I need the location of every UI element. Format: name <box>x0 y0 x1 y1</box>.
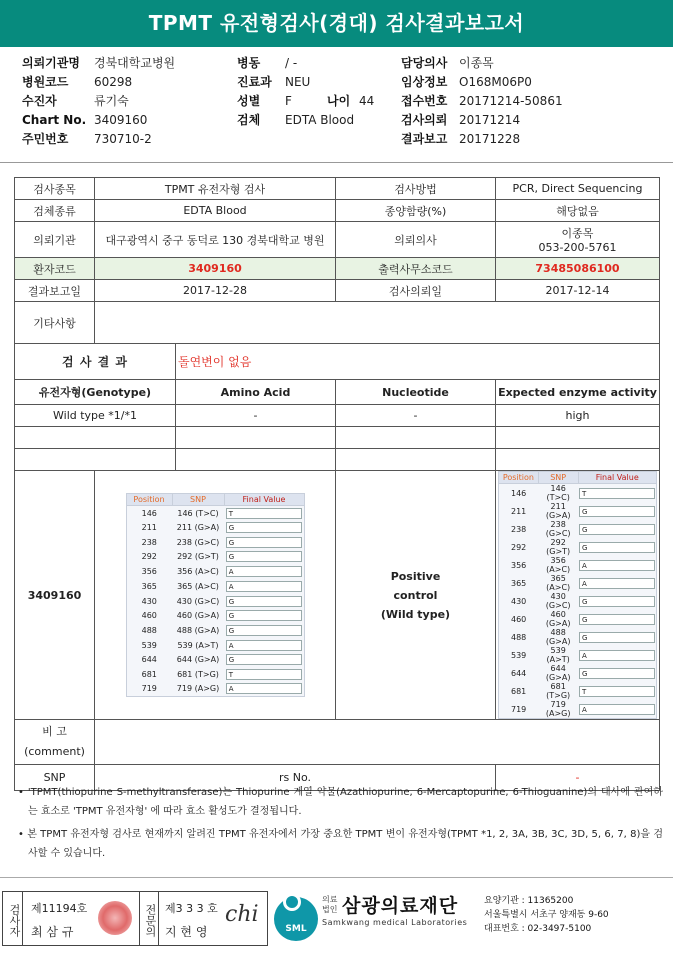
snp-position-cell: 238 <box>511 524 527 534</box>
snp-final-value-cell <box>224 682 304 697</box>
snp-final-value-cell <box>224 638 304 653</box>
age-value: 44 <box>359 94 375 108</box>
final-value-field: A <box>226 581 302 592</box>
test-item-label: 검사종목 <box>15 178 95 200</box>
result-label: 검 사 결 과 <box>15 344 176 380</box>
header-col1 <box>22 54 175 149</box>
final-value-field: A <box>579 560 655 571</box>
note-test-scope: • 본 TPMT 유전자형 검사로 현재까지 알려진 TPMT 유전자에서 가장 중요한 TPMT 변이 유전자형(TPMT *1, 2, 3A, 3B, 3C, 3D, 5, 6, 7, 8)을 검사할 수 있습니다. <box>18 829 663 859</box>
explanatory-notes <box>18 783 663 867</box>
other-notes-value <box>95 302 660 344</box>
snp-final-value-cell <box>224 652 304 667</box>
specimen-label: 검체 <box>237 113 261 127</box>
org-english-name: Samkwang medical Laboratories <box>322 918 468 927</box>
snp-position-cell: 365 <box>141 581 157 591</box>
snp-row <box>126 564 304 579</box>
org-contact <box>484 894 609 936</box>
snp-position-cell: 719 <box>511 704 527 714</box>
report-value: 20171228 <box>459 132 521 146</box>
final-value-field: G <box>226 610 302 621</box>
sml-logo-icon: SML <box>274 897 318 941</box>
position-header: Position <box>126 494 172 506</box>
final-value-field: G <box>579 596 655 607</box>
clinical-info-value: O168M06P0 <box>459 75 532 89</box>
snp-row <box>499 664 657 682</box>
remarks-label-ko: 비 고 <box>42 725 67 738</box>
snp-change-cell: 238 (G>C) <box>176 537 220 547</box>
final-value-field: G <box>579 614 655 625</box>
snp-row <box>126 623 304 638</box>
tumor-content-label: 종양함량(%) <box>336 200 496 222</box>
enzyme-activity-header: Expected enzyme activity <box>496 380 660 405</box>
control-label-3: (Wild type) <box>380 607 451 621</box>
final-value-field: A <box>226 566 302 577</box>
hospital-code-label: 병원코드 <box>22 75 69 89</box>
enzyme-activity-cell: high <box>496 405 660 427</box>
snp-position-cell: 430 <box>141 596 157 606</box>
final-value-field: T <box>579 686 655 697</box>
snp-position-cell: 146 <box>141 508 157 518</box>
request-date-label: 검사의뢰일 <box>336 280 496 302</box>
remarks-label-en: (comment) <box>24 745 85 758</box>
snp-position-cell: 644 <box>511 668 527 678</box>
final-value-field: G <box>226 551 302 562</box>
snp-position-cell: 211 <box>141 523 157 533</box>
snp-position-cell: 681 <box>141 669 157 679</box>
final-value-field: T <box>579 488 655 499</box>
report-title: TPMT 유전형검사(경대) 검사결과보고서 <box>0 0 673 47</box>
snp-row <box>499 574 657 592</box>
genotype-cell <box>15 427 176 449</box>
org-phone: 대표번호 : 02-3497-5100 <box>484 924 592 934</box>
org-type-line2: 법인 <box>322 905 338 914</box>
office-code-value: 73485086100 <box>496 258 660 280</box>
snp-position-cell: 292 <box>511 542 527 552</box>
snp-row <box>126 652 304 667</box>
org-type-line1: 의료 <box>322 895 338 904</box>
snp-row <box>499 646 657 664</box>
snp-row <box>499 592 657 610</box>
final-value-field: A <box>226 683 302 694</box>
snp-row <box>126 579 304 594</box>
final-value-field: T <box>226 669 302 680</box>
control-snp-table <box>498 471 657 719</box>
snp-final-value-cell <box>224 535 304 550</box>
result-table <box>14 177 660 791</box>
snp-change-cell: 365 (A>C) <box>546 574 571 592</box>
ward-label: 병동 <box>237 56 261 70</box>
final-value-field: G <box>579 542 655 553</box>
snp-final-value-cell <box>224 506 304 521</box>
attending-value: 이종목 <box>459 56 494 70</box>
snp-change-cell: 211 (G>A) <box>545 502 571 520</box>
sample-snp-table <box>126 493 305 697</box>
snp-row <box>499 610 657 628</box>
header-col3 <box>401 54 563 149</box>
sample-id-cell: 3409160 <box>15 471 95 720</box>
report-label: 결과보고 <box>401 132 448 146</box>
snp-header: SNP <box>538 472 578 484</box>
final-value-field: G <box>579 668 655 679</box>
clinical-info-label: 임상정보 <box>401 75 448 89</box>
method-label: 검사방법 <box>336 178 496 200</box>
control-label-1: Positive <box>390 569 441 583</box>
report-date-label: 결과보고일 <box>15 280 95 302</box>
resident-no-label: 주민번호 <box>22 132 69 146</box>
office-code-label: 출력사무소코드 <box>336 258 496 280</box>
snp-position-cell: 460 <box>511 614 527 624</box>
snp-change-cell: 539 (A>T) <box>546 646 570 664</box>
snp-final-value-cell <box>578 592 656 610</box>
snp-final-value-cell <box>224 608 304 623</box>
snp-change-cell: 356 (A>C) <box>546 556 571 574</box>
snp-change-cell: 146 (T>C) <box>546 484 570 502</box>
genotype-cell <box>15 449 176 471</box>
amino-acid-cell: - <box>176 405 336 427</box>
rs-no-value: - <box>496 765 660 791</box>
amino-acid-cell <box>176 449 336 471</box>
sml-logo-dot-icon <box>283 893 301 911</box>
snp-row <box>126 594 304 609</box>
enzyme-activity-cell <box>496 427 660 449</box>
snp-change-cell: 292 (G>T) <box>546 538 571 556</box>
specimen-type-value: EDTA Blood <box>95 200 336 222</box>
examiner-seal-icon <box>98 901 132 935</box>
snp-change-cell: 644 (G>A) <box>545 664 571 682</box>
rs-no-label: rs No. <box>95 765 496 791</box>
request-value: 20171214 <box>459 113 521 127</box>
snp-final-value-cell <box>224 520 304 535</box>
genotype-header: 유전자형(Genotype) <box>15 380 176 405</box>
snp-final-value-cell <box>224 667 304 682</box>
snp-row <box>499 484 657 503</box>
snp-position-cell: 681 <box>511 686 527 696</box>
final-value-field: G <box>226 654 302 665</box>
control-snp-panel <box>496 471 660 720</box>
examiner-name: 최 삼 규 <box>31 925 74 939</box>
snp-position-cell: 539 <box>141 640 157 650</box>
snp-row <box>126 682 304 697</box>
snp-final-value-cell <box>578 700 656 719</box>
footer-divider <box>0 877 673 878</box>
snp-label: SNP <box>15 765 95 791</box>
patient-code-value: 3409160 <box>95 258 336 280</box>
snp-change-cell: 356 (A>C) <box>177 567 219 577</box>
sample-snp-panel <box>95 471 336 720</box>
snp-change-cell: 488 (G>A) <box>176 625 220 635</box>
positive-control-cell <box>336 471 496 720</box>
snp-row <box>499 520 657 538</box>
snp-position-cell: 719 <box>141 684 157 694</box>
snp-final-value-cell <box>224 579 304 594</box>
final-value-field: G <box>226 537 302 548</box>
final-value-header: Final Value <box>578 472 656 484</box>
snp-final-value-cell <box>578 682 656 700</box>
department-label: 진료과 <box>237 75 272 89</box>
snp-row <box>126 638 304 653</box>
final-value-field: T <box>226 508 302 519</box>
final-value-header: Final Value <box>224 494 304 506</box>
snp-final-value-cell <box>578 520 656 538</box>
snp-position-cell: 430 <box>511 596 527 606</box>
snp-row <box>499 502 657 520</box>
snp-change-cell: 539 (A>T) <box>177 640 219 650</box>
snp-final-value-cell <box>224 623 304 638</box>
remarks-label <box>15 720 95 765</box>
amino-acid-header: Amino Acid <box>176 380 336 405</box>
org-name: 삼광의료재단 <box>342 895 459 917</box>
snp-final-value-cell <box>578 646 656 664</box>
snp-row <box>126 667 304 682</box>
snp-position-cell: 488 <box>141 625 157 635</box>
request-institution-value: 대구광역시 중구 동덕로 130 경북대학교 병원 <box>95 222 336 258</box>
result-value: 돌연변이 없음 <box>176 344 660 380</box>
remarks-value <box>95 720 660 765</box>
tumor-content-value: 해당없음 <box>496 200 660 222</box>
receipt-no-value: 20171214-50861 <box>459 94 563 108</box>
org-code: 요양기관 : 11365200 <box>484 896 574 906</box>
snp-position-cell: 488 <box>511 632 527 642</box>
snp-change-cell: 644 (G>A) <box>176 655 220 665</box>
specialist-signature: chi <box>225 902 259 927</box>
snp-position-cell: 539 <box>511 650 527 660</box>
request-institution-label: 의뢰기관 <box>15 222 95 258</box>
snp-final-value-cell <box>578 556 656 574</box>
snp-change-cell: 365 (A>C) <box>177 581 219 591</box>
table-row <box>15 449 660 471</box>
snp-change-cell: 719 (A>G) <box>176 684 220 694</box>
snp-row <box>499 556 657 574</box>
table-row <box>15 427 660 449</box>
note-tpmt-definition: • 'TPMT(thiopurine S-methyltransferase)는 Thiopurine 계열 약물(Azathiopurine, 6-Mercaptopurine, 6-Thioguanine)의 대사에 관여하는 효소로 'TPMT 유전자형' 에 따라 효소 활성도가 결정됩니다. <box>18 787 663 817</box>
snp-final-value-cell <box>578 664 656 682</box>
final-value-field: G <box>579 632 655 643</box>
control-label-2: control <box>393 588 438 602</box>
snp-change-cell: 460 (G>A) <box>545 610 571 628</box>
header-divider <box>0 162 673 163</box>
patient-value: 류기숙 <box>94 94 129 108</box>
snp-position-cell: 238 <box>141 537 157 547</box>
org-type <box>322 895 337 915</box>
other-notes-label: 기타사항 <box>15 302 95 344</box>
header-col2 <box>237 54 374 130</box>
final-value-field: G <box>579 506 655 517</box>
snp-row <box>126 608 304 623</box>
snp-final-value-cell <box>578 610 656 628</box>
test-item-value: TPMT 유전자형 검사 <box>95 178 336 200</box>
doctor-phone: 053-200-5761 <box>538 241 617 254</box>
snp-final-value-cell <box>578 502 656 520</box>
snp-final-value-cell <box>578 484 656 503</box>
snp-change-cell: 681 (T>G) <box>177 669 219 679</box>
nucleotide-cell: - <box>336 405 496 427</box>
specimen-value: EDTA Blood <box>285 113 355 127</box>
doctor-name: 이종목 <box>561 227 594 240</box>
nucleotide-cell <box>336 427 496 449</box>
snp-position-cell: 211 <box>511 506 527 516</box>
snp-change-cell: 211 (G>A) <box>176 523 220 533</box>
snp-change-cell: 430 (G>C) <box>176 596 220 606</box>
snp-row <box>499 628 657 646</box>
snp-change-cell: 430 (G>C) <box>545 592 571 610</box>
resident-no-value: 730710-2 <box>94 132 152 146</box>
org-address: 서울특별시 서초구 양재동 9-60 <box>484 910 609 920</box>
snp-final-value-cell <box>224 594 304 609</box>
report-date-value: 2017-12-28 <box>95 280 336 302</box>
final-value-field: G <box>226 522 302 533</box>
snp-position-cell: 365 <box>511 578 527 588</box>
chart-no-label: Chart No. <box>22 113 87 127</box>
final-value-field: A <box>579 704 655 715</box>
age-label: 나이 <box>327 94 351 108</box>
snp-row <box>499 682 657 700</box>
signature-box <box>2 891 268 946</box>
amino-acid-cell <box>176 427 336 449</box>
method-value: PCR, Direct Sequencing <box>496 178 660 200</box>
snp-position-cell: 460 <box>141 611 157 621</box>
snp-change-cell: 488 (G>A) <box>545 628 571 646</box>
snp-change-cell: 681 (T>G) <box>546 682 571 700</box>
institution-value: 경북대학교병원 <box>94 56 176 70</box>
examiner-license-no: 제11194호 <box>31 902 88 915</box>
final-value-field: A <box>226 640 302 651</box>
final-value-field: G <box>226 625 302 636</box>
snp-row <box>126 506 304 521</box>
snp-position-cell: 292 <box>141 552 157 562</box>
snp-final-value-cell <box>578 574 656 592</box>
specialist-vertical-label: 전문의 <box>139 892 159 945</box>
snp-change-cell: 238 (G>C) <box>545 520 571 538</box>
snp-row <box>126 520 304 535</box>
snp-change-cell: 292 (G>T) <box>177 552 219 562</box>
enzyme-activity-cell <box>496 449 660 471</box>
final-value-field: A <box>579 578 655 589</box>
snp-position-cell: 146 <box>511 488 527 498</box>
hospital-code-value: 60298 <box>94 75 133 89</box>
request-label: 검사의뢰 <box>401 113 448 127</box>
table-row <box>15 405 660 427</box>
nucleotide-header: Nucleotide <box>336 380 496 405</box>
department-value: NEU <box>285 75 311 89</box>
specialist-name: 지 현 영 <box>165 925 208 939</box>
examiner-vertical-label: 검사자 <box>3 892 23 945</box>
footer <box>0 887 673 953</box>
final-value-field: G <box>226 596 302 607</box>
position-header: Position <box>499 472 539 484</box>
snp-final-value-cell <box>224 564 304 579</box>
patient-label: 수진자 <box>22 94 57 108</box>
request-doctor-value <box>496 222 660 258</box>
receipt-no-label: 접수번호 <box>401 94 448 108</box>
final-value-field: A <box>579 650 655 661</box>
snp-final-value-cell <box>224 550 304 565</box>
sex-value: F <box>285 94 292 108</box>
specialist-license-no: 제3 3 3 호 <box>165 902 218 915</box>
final-value-field: G <box>579 524 655 535</box>
snp-position-cell: 644 <box>141 655 157 665</box>
ward-value: / - <box>285 56 298 70</box>
snp-row <box>499 538 657 556</box>
request-date-value: 2017-12-14 <box>496 280 660 302</box>
genotype-cell: Wild type *1/*1 <box>15 405 176 427</box>
snp-final-value-cell <box>578 538 656 556</box>
snp-position-cell: 356 <box>141 567 157 577</box>
patient-code-label: 환자코드 <box>15 258 95 280</box>
sex-label: 성별 <box>237 94 261 108</box>
snp-header: SNP <box>172 494 224 506</box>
snp-row <box>126 550 304 565</box>
snp-row <box>499 700 657 719</box>
attending-label: 담당의사 <box>401 56 448 70</box>
request-doctor-label: 의뢰의사 <box>336 222 496 258</box>
nucleotide-cell <box>336 449 496 471</box>
specimen-type-label: 검체종류 <box>15 200 95 222</box>
snp-change-cell: 460 (G>A) <box>176 611 220 621</box>
snp-change-cell: 719 (A>G) <box>545 700 571 718</box>
snp-position-cell: 356 <box>511 560 527 570</box>
chart-no-value: 3409160 <box>94 113 148 127</box>
snp-change-cell: 146 (T>C) <box>177 508 219 518</box>
snp-row <box>126 535 304 550</box>
snp-final-value-cell <box>578 628 656 646</box>
institution-label: 의뢰기관명 <box>22 56 80 70</box>
